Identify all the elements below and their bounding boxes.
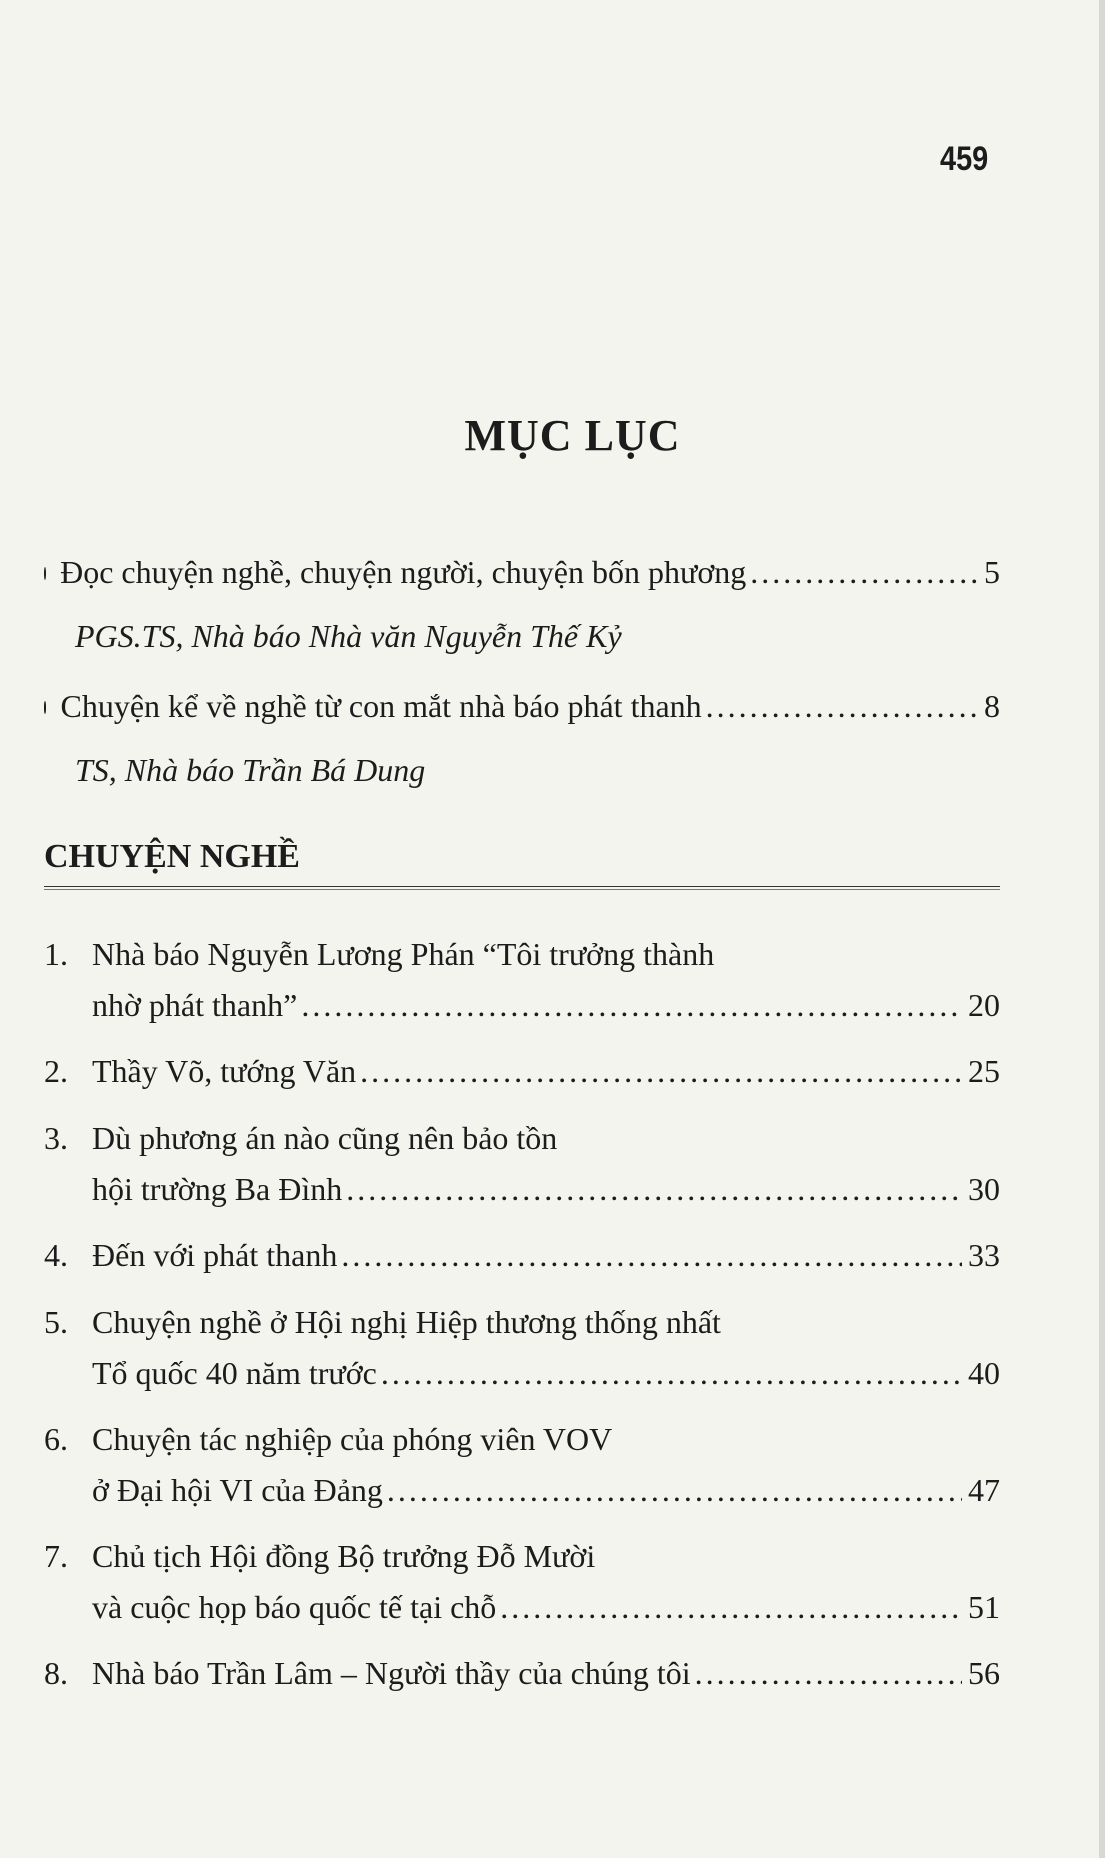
toc-entry-6[interactable] (44, 1419, 1000, 1510)
toc-entry-8[interactable] (44, 1653, 1000, 1693)
toc-entry-author: PGS.TS, Nhà báo Nhà văn Nguyễn Thế Kỷ (75, 618, 622, 654)
toc-entry-page: 20 (968, 987, 1000, 1023)
section-heading: CHUYỆN NGHỀ (44, 838, 300, 875)
toc-entry-title: Chuyện kể về nghề từ con mắt nhà báo phát thanh (60, 688, 702, 724)
toc-entry-title: Nhà báo Trần Lâm – Người thầy của chúng tôi (92, 1655, 691, 1691)
toc-entry-title: Chuyện nghề ở Hội nghị Hiệp thương thống nhất (92, 1304, 721, 1340)
toc-entry-title-cont: nhờ phát thanh” (92, 987, 298, 1023)
toc-entry-7[interactable] (44, 1536, 1000, 1627)
toc-entry-number: 3. (44, 1120, 68, 1156)
toc-entry-page: 25 (968, 1053, 1000, 1089)
toc-entry-page: 30 (968, 1171, 1000, 1207)
toc-entry-page: 56 (968, 1655, 1000, 1691)
toc-entry-title-cont: ở Đại hội VI của Đảng (92, 1472, 383, 1508)
leader-dots (301, 985, 962, 1025)
page-number: 459 (940, 140, 989, 178)
toc-entry-page: 47 (968, 1472, 1000, 1508)
leader-dots (387, 1470, 962, 1510)
toc-entry-intro-1[interactable] (44, 552, 1000, 592)
toc-entry-number: 8. (44, 1655, 68, 1691)
toc-entry-number: 5. (44, 1304, 68, 1340)
toc-entry-page: 8 (984, 688, 1000, 724)
toc-entry-title-cont: Tổ quốc 40 năm trước (92, 1355, 377, 1391)
leader-dots (706, 686, 978, 726)
toc-entry-page: 40 (968, 1355, 1000, 1391)
toc-entry-title: Chủ tịch Hội đồng Bộ trưởng Đỗ Mười (92, 1538, 596, 1574)
page-edge-shadow (1099, 0, 1105, 1858)
toc-entry-title: Dù phương án nào cũng nên bảo tồn (92, 1120, 558, 1156)
toc-entry-page: 5 (984, 554, 1000, 590)
section-divider (44, 886, 1000, 890)
toc-entry-title: Chuyện tác nghiệp của phóng viên VOV (92, 1421, 613, 1457)
toc-entry-number: 1. (44, 936, 68, 972)
toc-entry-page: 33 (968, 1237, 1000, 1273)
toc-entry-title-cont: hội trường Ba Đình (92, 1171, 343, 1207)
toc-entry-title: Thầy Võ, tướng Văn (92, 1053, 357, 1089)
toc-entry-intro-2[interactable] (44, 686, 1000, 726)
leader-dots (346, 1169, 962, 1209)
toc-entry-3[interactable] (44, 1118, 1000, 1209)
toc-entry-number: 7. (44, 1538, 68, 1574)
leader-dots (381, 1353, 962, 1393)
toc-entry-title-cont: và cuộc họp báo quốc tế tại chỗ (92, 1589, 497, 1625)
toc-entry-1[interactable] (44, 934, 1000, 1025)
leader-dots (750, 552, 978, 592)
leader-dots (341, 1235, 962, 1275)
toc-entry-number: 4. (44, 1237, 68, 1273)
toc-entry-author: TS, Nhà báo Trần Bá Dung (75, 752, 426, 788)
toc-entry-page: 51 (968, 1589, 1000, 1625)
toc-entry-5[interactable] (44, 1302, 1000, 1393)
toc-entry-4[interactable] (44, 1235, 1000, 1275)
bullet-icon (44, 701, 46, 714)
toc-entry-title: Đến với phát thanh (92, 1237, 338, 1273)
toc-entry-title: Nhà báo Nguyễn Lương Phán “Tôi trưởng thành (92, 936, 715, 972)
toc-entry-2[interactable] (44, 1051, 1000, 1091)
toc-title: MỤC LỤC (464, 411, 681, 460)
leader-dots (360, 1051, 962, 1091)
leader-dots (500, 1587, 962, 1627)
toc-entry-title: Đọc chuyện nghề, chuyện người, chuyện bốn phương (60, 554, 747, 590)
leader-dots (695, 1653, 962, 1693)
bullet-icon (44, 567, 46, 580)
toc-entry-number: 6. (44, 1421, 68, 1457)
toc-entry-number: 2. (44, 1053, 68, 1089)
